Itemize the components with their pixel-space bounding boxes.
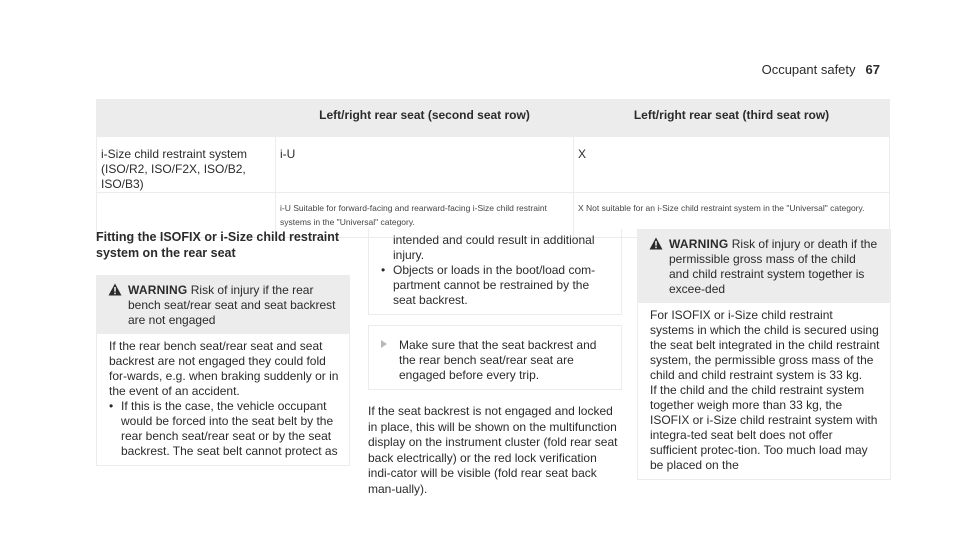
warning-icon <box>108 283 122 296</box>
table-note-second: i-U Suitable for forward-facing and rearward-facing i-Size child restraint systems in the "Universal" category. <box>276 193 574 238</box>
warning-label: WARNING <box>669 237 729 251</box>
page-header <box>762 62 880 77</box>
section-heading: Fitting the ISOFIX or i-Size child restraint system on the rear seat <box>96 230 340 260</box>
table-header-second-row: Left/right rear seat (second seat row) <box>276 100 574 137</box>
table-cell-third: X <box>574 137 890 193</box>
warning-body-text: If the child and the child restraint system together weigh more than 33 kg, the ISOFIX or i-Size child restraint system with integra-ted seat belt does not offer sufficient protec-tion. Too much load may be placed on the <box>650 383 878 472</box>
column-3 <box>637 229 891 480</box>
column-1 <box>96 229 350 466</box>
list-item-continued: intended and could result in additional injury. <box>393 233 595 262</box>
section-title: Occupant safety <box>761 62 856 77</box>
warning-icon <box>649 237 663 250</box>
column-2 <box>368 229 622 497</box>
page-number: 67 <box>865 62 880 77</box>
table-cell-system: i-Size child restraint system (ISO/R2, ISO/F2X, ISO/B2, ISO/B3) <box>97 137 276 193</box>
list-item: • Objects or loads in the boot/load com-partment cannot be restrained by the seat backrest. <box>381 263 611 308</box>
warning-body-text: For ISOFIX or i-Size child restraint systems in which the child is secured using the seat belt integrated in the child restraint system, the permissible gross mass of the child and child restraint system is 33 kg. <box>650 308 880 382</box>
instruction-step <box>368 325 622 390</box>
table-note-third: X Not suitable for an i-Size child restraint system in the "Universal" category. <box>574 193 890 238</box>
warning-text: Risk of injury or death if the permissible gross mass of the child and child restraint system together is excee-ded <box>669 237 878 296</box>
list-item: • If this is the case, the vehicle occupant would be forced into the seat belt by the rear bench seat/rear seat or by the seat backrest. The seat belt cannot protect as <box>109 399 339 459</box>
warning-box <box>96 275 350 334</box>
warning-label: WARNING <box>128 283 188 297</box>
compatibility-table <box>96 99 890 238</box>
warning-box <box>637 229 891 303</box>
warning-body <box>96 334 350 466</box>
table-header-third-row: Left/right rear seat (third seat row) <box>574 100 890 137</box>
warning-body <box>637 303 891 480</box>
paragraph: If the seat backrest is not engaged and locked in place, this will be shown on the multifunction display on the instrument cluster (fold rear seat back electrically) or the red lock verification indi-cator will be visible (fold rear seat back man-ually). <box>368 404 618 496</box>
step-arrow-icon <box>381 340 387 348</box>
warning-body-text: If the rear bench seat/rear seat and seat backrest are not engaged they could fold for-wards, e.g. when braking suddenly or in the event of an accident. <box>109 339 339 398</box>
step-text: Make sure that the seat backrest and the rear bench seat/rear seat are engaged before every trip. <box>399 338 597 382</box>
warning-text: Risk of injury if the rear bench seat/rear seat and seat backrest are not engaged <box>128 283 336 327</box>
table-row <box>97 137 890 193</box>
table-cell-second: i-U <box>276 137 574 193</box>
table-header-row <box>97 100 890 137</box>
warning-body-continued <box>368 229 622 315</box>
table-header-empty <box>97 100 276 137</box>
